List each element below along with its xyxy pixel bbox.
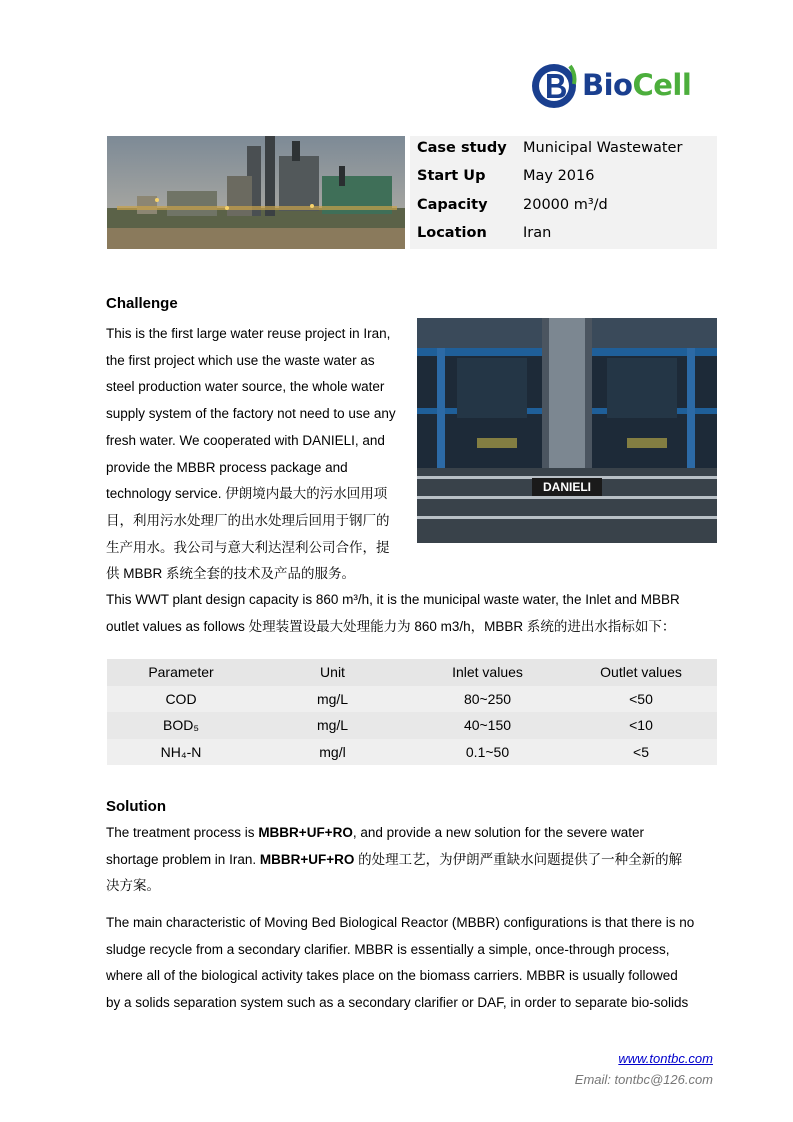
info-row-location: Location Iran: [417, 225, 552, 241]
info-row-case-study: Case study Municipal Wastewater: [417, 140, 683, 156]
project-info-table: [410, 136, 717, 249]
water-quality-table: [107, 659, 717, 765]
email-text: Email: tontbc@126.com: [574, 1072, 713, 1087]
capacity-paragraph: This WWT plant design capacity is 860 m³/h, it is the municipal waste water, the Inlet and MBBR outlet values as follows 处理装置设最大处理能力为 860 m3/h，MBBR 系统的进出水指标如下：: [106, 592, 680, 634]
danieli-plant-photo: [417, 318, 717, 543]
table-header-row: Parameter Unit Inlet values Outlet values: [107, 659, 717, 686]
danieli-sign: DANIELI: [543, 480, 591, 494]
biocell-logo: [530, 60, 715, 112]
info-row-capacity: Capacity 20000 m³/d: [417, 197, 608, 213]
logo-text: BioCell: [582, 68, 692, 102]
table-row: BOD₅ mg/L 40~150 <10: [107, 712, 717, 739]
website-link[interactable]: www.tontbc.com: [618, 1051, 713, 1066]
challenge-heading: Challenge: [106, 295, 178, 312]
biocell-logo-icon: [530, 60, 578, 112]
steel-plant-photo: [107, 136, 405, 249]
solution-heading: Solution: [106, 798, 166, 815]
challenge-paragraph: This is the first large water reuse project in Iran, the first project which use the waste water as steel production water source, the whole water supply system of the factory not need to use any fresh water. We cooperated with DANIELI, and provide the MBBR process package and technology service. 伊朗境内最大的污水回用项 目，利用污水处理厂的出水处理后回用于钢厂的 生产用水。我公司与意大利达涅利公司合作，提 供 MBBR 系统全套的技术及产品的服务。: [106, 326, 396, 582]
solution-paragraph-2: The main characteristic of Moving Bed Biological Reactor (MBBR) configurations is that there is no sludge recycle from a secondary clarifier. MBBR is essentially a simple, once-through process, where all of the biological activity takes place on the biomass carriers. MBBR is usually followed by a solids separation system such as a secondary clarifier or DAF, in order to separate bio-solids: [106, 915, 695, 1011]
solution-paragraph-1: The treatment process is MBBR+UF+RO, and provide a new solution for the severe water shortage problem in Iran. MBBR+UF+RO 的处理工艺，为伊朗严重缺水问题提供了一种全新的解 决方案。: [106, 825, 683, 894]
table-row: COD mg/L 80~250 <50: [107, 686, 717, 713]
info-row-start-up: Start Up May 2016: [417, 168, 595, 184]
table-row: NH₄-N mg/l 0.1~50 <5: [107, 739, 717, 766]
